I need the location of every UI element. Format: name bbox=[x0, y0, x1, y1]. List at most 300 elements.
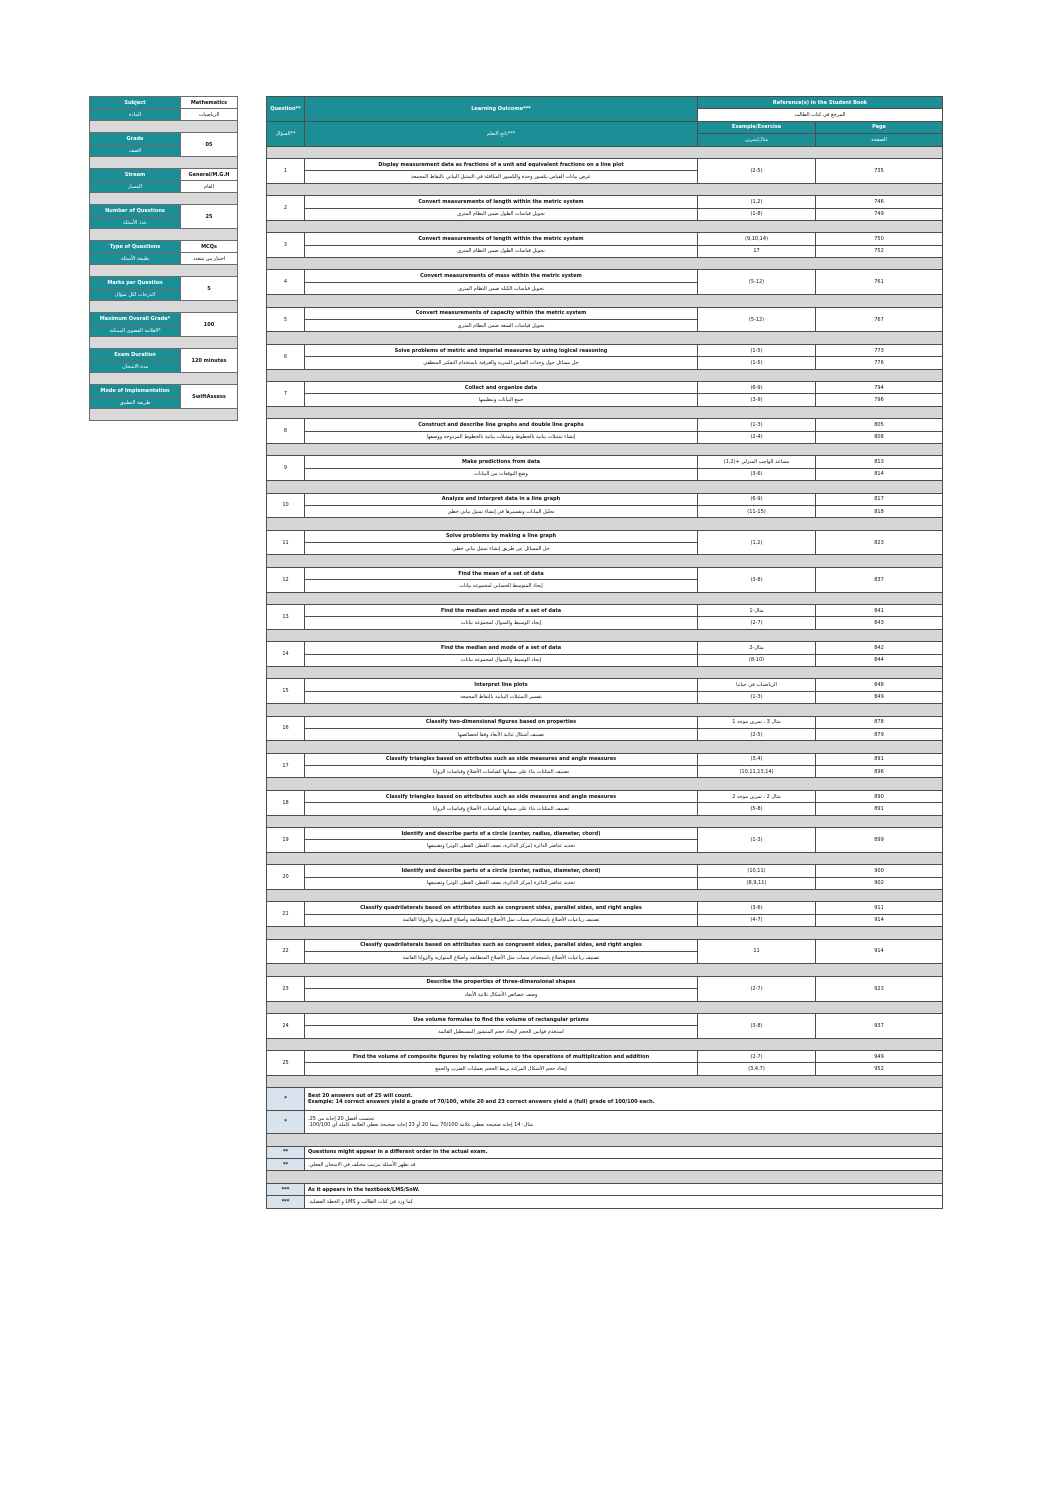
example-ref: الرياضيات في حياتنا bbox=[698, 679, 816, 691]
table-row bbox=[267, 1196, 943, 1208]
outcome-ar: تحويل قياسات الطول ضمن النظام المتري bbox=[305, 245, 698, 257]
separator-cell bbox=[90, 337, 238, 349]
outcome-ar: تفسير التمثيلات البيانية بالنقاط المجمعة bbox=[305, 691, 698, 703]
example-ref: (10,11,13,14) bbox=[698, 766, 816, 778]
page-ref: 849 bbox=[816, 691, 943, 703]
table-row bbox=[267, 976, 943, 988]
page-ref: 911 bbox=[816, 902, 943, 914]
note-text-ar bbox=[305, 1111, 943, 1134]
info-value: General/M.G.H bbox=[181, 169, 238, 181]
question-number: 20 bbox=[267, 865, 305, 890]
outcome-en: Solve problems by making a line graph bbox=[305, 530, 698, 542]
separator-cell bbox=[267, 964, 943, 976]
note-marker: *** bbox=[267, 1183, 305, 1195]
separator-cell bbox=[267, 927, 943, 939]
table-row bbox=[267, 914, 943, 926]
info-label: Number of Questions bbox=[90, 205, 181, 217]
separator-cell bbox=[267, 815, 943, 827]
table-row bbox=[90, 109, 238, 121]
example-ref: (2-7) bbox=[698, 976, 816, 1001]
outcome-ar: تحويل قياسات الطول ضمن النظام المتري bbox=[305, 208, 698, 220]
separator-cell bbox=[267, 666, 943, 678]
page-header: Page bbox=[816, 121, 943, 133]
page-ref: 914 bbox=[816, 939, 943, 964]
page-ref: 761 bbox=[816, 270, 943, 295]
question-number: 18 bbox=[267, 790, 305, 815]
separator-cell bbox=[267, 146, 943, 158]
info-value: 100 bbox=[181, 313, 238, 337]
outcome-en: Identify and describe parts of a circle (center, radius, diameter, chord) bbox=[305, 865, 698, 877]
separator-cell bbox=[267, 443, 943, 455]
info-value-ar: العام bbox=[181, 181, 238, 193]
separator-row bbox=[267, 369, 943, 381]
question-number: 14 bbox=[267, 642, 305, 667]
table-row bbox=[267, 939, 943, 951]
note-marker: *** bbox=[267, 1196, 305, 1208]
outcome-en: Find the median and mode of a set of data bbox=[305, 605, 698, 617]
outcome-en: Convert measurements of capacity within the metric system bbox=[305, 307, 698, 319]
info-label: Stream bbox=[90, 169, 181, 181]
table-row bbox=[267, 716, 943, 728]
info-value: 120 minutes bbox=[181, 349, 238, 373]
page-ref: 902 bbox=[816, 877, 943, 889]
note-marker: * bbox=[267, 1111, 305, 1134]
table-row bbox=[267, 208, 943, 220]
table-row bbox=[90, 349, 238, 361]
question-number: 22 bbox=[267, 939, 305, 964]
separator-row bbox=[267, 332, 943, 344]
info-label: Type of Questions bbox=[90, 241, 181, 253]
outcome-en: Identify and describe parts of a circle (center, radius, diameter, chord) bbox=[305, 828, 698, 840]
outcome-header: Learning Outcome*** bbox=[305, 97, 698, 122]
example-ref: (1-3) bbox=[698, 419, 816, 431]
example-ref: 17 bbox=[698, 245, 816, 257]
separator-cell bbox=[267, 481, 943, 493]
example-ref: (8,9,11) bbox=[698, 877, 816, 889]
separator-cell bbox=[267, 1001, 943, 1013]
separator-row bbox=[267, 1171, 943, 1183]
page-ref: 818 bbox=[816, 505, 943, 517]
note-line: Best 20 answers out of 25 will count. bbox=[308, 1093, 413, 1100]
separator-row bbox=[267, 146, 943, 158]
page-ref: 823 bbox=[816, 530, 943, 555]
question-number: 23 bbox=[267, 976, 305, 1001]
separator-row bbox=[267, 258, 943, 270]
note-text: Questions might appear in a different order in the actual exam. bbox=[305, 1146, 943, 1158]
question-number: 1 bbox=[267, 158, 305, 183]
outcome-ar: حل المسائل عن طريق إنشاء تمثيل بياني خطي bbox=[305, 543, 698, 555]
page-ref: 773 bbox=[816, 344, 943, 356]
separator-row bbox=[90, 409, 238, 421]
table-row bbox=[90, 133, 238, 145]
example-ref: (2-5) bbox=[698, 728, 816, 740]
page-ref: 749 bbox=[816, 208, 943, 220]
example-ref: (1-5) bbox=[698, 357, 816, 369]
separator-row bbox=[267, 852, 943, 864]
example-ref: (2-5) bbox=[698, 158, 816, 183]
separator-cell bbox=[267, 852, 943, 864]
question-number: 25 bbox=[267, 1051, 305, 1076]
note-line: تحتسب أفضل 20 إجابة من 25. bbox=[308, 1116, 375, 1123]
separator-row bbox=[267, 555, 943, 567]
separator-row bbox=[267, 629, 943, 641]
info-label: Mode of Implementation bbox=[90, 385, 181, 397]
info-label-ar: المسار bbox=[90, 181, 181, 193]
question-number: 3 bbox=[267, 233, 305, 258]
example-ref: (1-8) bbox=[698, 208, 816, 220]
table-row bbox=[267, 728, 943, 740]
page-ref: 776 bbox=[816, 357, 943, 369]
page-ref: 896 bbox=[816, 766, 943, 778]
separator-row bbox=[267, 815, 943, 827]
page-ref: 750 bbox=[816, 233, 943, 245]
outcome-en: Describe the properties of three-dimensional shapes bbox=[305, 976, 698, 988]
table-row bbox=[90, 169, 238, 181]
info-label: Marks per Question bbox=[90, 277, 181, 289]
example-ref: (11-15) bbox=[698, 505, 816, 517]
outcome-ar: استخدم قوانين الحجم لإيجاد حجم المنشور المستطيل القائمة bbox=[305, 1026, 698, 1038]
table-row bbox=[267, 1183, 943, 1195]
table-row bbox=[267, 877, 943, 889]
example-ref: (5-12) bbox=[698, 270, 816, 295]
info-label: Grade bbox=[90, 133, 181, 145]
outcome-en: Use volume formulas to find the volume of rectangular prisms bbox=[305, 1013, 698, 1025]
separator-cell bbox=[267, 1038, 943, 1050]
table-row bbox=[267, 419, 943, 431]
outcome-en: Classify quadrilaterals based on attributes such as congruent sides, parallel sides, and right angles bbox=[305, 939, 698, 951]
outcome-ar: جمع البيانات وتنظيمها bbox=[305, 394, 698, 406]
separator-cell bbox=[267, 704, 943, 716]
example-ref: مثال-1 bbox=[698, 605, 816, 617]
table-row bbox=[267, 493, 943, 505]
example-ref: 11 bbox=[698, 939, 816, 964]
page-ref: 949 bbox=[816, 1051, 943, 1063]
table-row bbox=[267, 394, 943, 406]
info-label: Maximum Overall Grade* bbox=[90, 313, 181, 325]
example-ref: (3,4,7) bbox=[698, 1063, 816, 1075]
separator-cell bbox=[267, 258, 943, 270]
page-ref: 752 bbox=[816, 245, 943, 257]
example-ref: (5-12) bbox=[698, 307, 816, 332]
outcome-ar: تحويل قياسات السعة ضمن النظام المتري bbox=[305, 320, 698, 332]
table-row bbox=[267, 803, 943, 815]
separator-cell bbox=[267, 890, 943, 902]
example-ref: (2-7) bbox=[698, 1051, 816, 1063]
separator-cell bbox=[90, 409, 238, 421]
separator-cell bbox=[267, 406, 943, 418]
example-ref: (3-9) bbox=[698, 394, 816, 406]
separator-row bbox=[267, 666, 943, 678]
example-ref: مثال 2 ، تمرين موجه 2 bbox=[698, 790, 816, 802]
separator-row bbox=[267, 927, 943, 939]
info-label-ar: الدرجات لكل سؤال bbox=[90, 289, 181, 301]
separator-cell bbox=[90, 229, 238, 241]
separator-cell bbox=[267, 592, 943, 604]
table-row bbox=[90, 205, 238, 217]
separator-row bbox=[267, 220, 943, 232]
question-number: 12 bbox=[267, 567, 305, 592]
outcome-ar: تحديد عناصر الدائرة (مركز الدائرة، نصف القطر، القطر، الوتر) وتصنيفها bbox=[305, 877, 698, 889]
separator-row bbox=[90, 301, 238, 313]
example-ref: (1,2) bbox=[698, 196, 816, 208]
table-row bbox=[90, 277, 238, 289]
question-number: 5 bbox=[267, 307, 305, 332]
table-row bbox=[267, 357, 943, 369]
outcome-ar: تحليل البيانات وتفسيرها في إنشاء تمثيل بياني خطي bbox=[305, 505, 698, 517]
separator-row bbox=[90, 193, 238, 205]
page-ref: 891 bbox=[816, 803, 943, 815]
separator-cell bbox=[267, 1171, 943, 1183]
info-label: Subject bbox=[90, 97, 181, 109]
note-line: Example: 14 correct answers yield a grade of 70/100, while 20 and 23 correct answers yield a (full) grade of 100/100 each. bbox=[308, 1099, 655, 1106]
info-label-ar: الصف bbox=[90, 145, 181, 157]
example-ref: (3-6) bbox=[698, 902, 816, 914]
separator-row bbox=[267, 890, 943, 902]
outcome-en: Classify triangles based on attributes such as side measures and angle measures bbox=[305, 753, 698, 765]
example-ref: (4-7) bbox=[698, 914, 816, 926]
info-label-ar: طبيعة الأسئلة bbox=[90, 253, 181, 265]
outcome-en: Construct and describe line graphs and double line graphs bbox=[305, 419, 698, 431]
question-number: 2 bbox=[267, 196, 305, 221]
separator-row bbox=[90, 229, 238, 241]
note-marker: * bbox=[267, 1088, 305, 1111]
separator-row bbox=[267, 295, 943, 307]
separator-cell bbox=[267, 518, 943, 530]
example-ref: (3-8) bbox=[698, 567, 816, 592]
separator-cell bbox=[267, 220, 943, 232]
info-value: MCQs bbox=[181, 241, 238, 253]
separator-cell bbox=[90, 265, 238, 277]
question-number: 15 bbox=[267, 679, 305, 704]
outcome-en: Find the volume of composite figures by relating volume to the operations of multiplication and addition bbox=[305, 1051, 698, 1063]
table-row bbox=[267, 691, 943, 703]
table-row bbox=[267, 567, 943, 579]
question-number: 19 bbox=[267, 828, 305, 853]
separator-cell bbox=[90, 301, 238, 313]
table-row bbox=[267, 679, 943, 691]
note-text bbox=[305, 1088, 943, 1111]
separator-cell bbox=[267, 741, 943, 753]
separator-cell bbox=[267, 332, 943, 344]
table-row bbox=[90, 313, 238, 325]
table-row bbox=[267, 1063, 943, 1075]
separator-row bbox=[267, 183, 943, 195]
question-header-ar: السؤال** bbox=[267, 121, 305, 146]
table-row bbox=[267, 158, 943, 170]
example-ref: مثال-2 bbox=[698, 642, 816, 654]
table-row bbox=[267, 828, 943, 840]
example-ref: (6-9) bbox=[698, 381, 816, 393]
table-row bbox=[267, 605, 943, 617]
outcome-ar: تصنيف المثلثات بناء على سماتها كقياسات الأضلاع وقياسات الزوايا bbox=[305, 803, 698, 815]
table-row bbox=[267, 1111, 943, 1134]
info-label-ar: مدة الامتحان bbox=[90, 361, 181, 373]
info-label-ar: عدد الأسئلة bbox=[90, 217, 181, 229]
table-row bbox=[267, 617, 943, 629]
outcome-en: Make predictions from data bbox=[305, 456, 698, 468]
page-ref: 890 bbox=[816, 790, 943, 802]
outcome-ar: تصنيف المثلثات بناء على سماتها كقياسات الأضلاع وقياسات الزوايا bbox=[305, 766, 698, 778]
info-value: 25 bbox=[181, 205, 238, 229]
example-ref: (9,10,14) bbox=[698, 233, 816, 245]
question-number: 24 bbox=[267, 1013, 305, 1038]
outcome-en: Solve problems of metric and imperial measures by using logical reasoning bbox=[305, 344, 698, 356]
outcome-en: Classify quadrilaterals based on attributes such as congruent sides, parallel sides, and right angles bbox=[305, 902, 698, 914]
separator-row bbox=[90, 265, 238, 277]
page-ref: 848 bbox=[816, 679, 943, 691]
outcome-en: Display measurement data as fractions of a unit and equivalent fractions on a line plot bbox=[305, 158, 698, 170]
example-ref: مساعد الواجب المنزلي +(1,2) bbox=[698, 456, 816, 468]
table-row bbox=[267, 865, 943, 877]
note-text-ar: كما ورد في كتاب الطالب و LMS و الخطة الفصلية. bbox=[305, 1196, 943, 1208]
outcome-ar: عرض بيانات القياس بكسور وحدة والكسور المكافئة في التمثيل البياني بالنقاط المجمعة bbox=[305, 171, 698, 183]
learning-outcomes-table bbox=[266, 96, 943, 1209]
table-row bbox=[267, 766, 943, 778]
separator-cell bbox=[267, 1134, 943, 1146]
info-label-ar: العلامة القصوى الممكنة* bbox=[90, 325, 181, 337]
note-text-ar: قد تظهر الأسئلة بترتيب مختلف في الامتحان الفعلي. bbox=[305, 1159, 943, 1171]
separator-row bbox=[267, 1134, 943, 1146]
question-number: 17 bbox=[267, 753, 305, 778]
separator-row bbox=[90, 373, 238, 385]
page-ref: 843 bbox=[816, 617, 943, 629]
outcome-ar: حل مسائل حول وحدات القياس المترية والعرفية باستخدام التفكير المنطقي bbox=[305, 357, 698, 369]
note-marker: ** bbox=[267, 1159, 305, 1171]
outcome-ar: إيجاد حجم الأشكال المركبة بربط الحجم بعمليات الضرب والجمع bbox=[305, 1063, 698, 1075]
table-row bbox=[267, 307, 943, 319]
separator-row bbox=[90, 157, 238, 169]
outcome-en: Convert measurements of length within the metric system bbox=[305, 196, 698, 208]
page-ref: 808 bbox=[816, 431, 943, 443]
separator-row bbox=[267, 1075, 943, 1087]
page-ref: 900 bbox=[816, 865, 943, 877]
page-ref: 914 bbox=[816, 914, 943, 926]
question-header: Question** bbox=[267, 97, 305, 122]
page-ref: 735 bbox=[816, 158, 943, 183]
info-value: 5 bbox=[181, 277, 238, 301]
example-ref: (2-7) bbox=[698, 617, 816, 629]
table-row bbox=[267, 1051, 943, 1063]
separator-cell bbox=[267, 1075, 943, 1087]
info-label: Exam Duration bbox=[90, 349, 181, 361]
separator-row bbox=[267, 1001, 943, 1013]
reference-header-ar: المرجع في كتاب الطالب bbox=[698, 109, 943, 121]
table-row bbox=[267, 790, 943, 802]
question-number: 11 bbox=[267, 530, 305, 555]
example-ref: (6-9) bbox=[698, 493, 816, 505]
table-row bbox=[267, 1088, 943, 1111]
page-ref: 805 bbox=[816, 419, 943, 431]
example-ref: (2-4) bbox=[698, 431, 816, 443]
outcome-en: Classify triangles based on attributes such as side measures and angle measures bbox=[305, 790, 698, 802]
outcome-header-ar: ناتج التعلم*** bbox=[305, 121, 698, 146]
table-row bbox=[267, 902, 943, 914]
separator-cell bbox=[90, 193, 238, 205]
table-row bbox=[267, 654, 943, 666]
page-ref: 767 bbox=[816, 307, 943, 332]
example-ref: (1-3) bbox=[698, 691, 816, 703]
separator-cell bbox=[90, 157, 238, 169]
outcome-ar: إيجاد الوسيط والمنوال لمجموعة بيانات bbox=[305, 654, 698, 666]
separator-row bbox=[267, 518, 943, 530]
outcome-ar: تصنيف رباعيات الأضلاع باستخدام سمات مثل الأضلاع المتطابقة وأضلاع المتوازية والزوايا القائمة bbox=[305, 914, 698, 926]
outcome-ar: وصف خصائص الأشكال ثلاثية الأبعاد bbox=[305, 989, 698, 1001]
page-ref: 794 bbox=[816, 381, 943, 393]
table-row bbox=[267, 1013, 943, 1025]
separator-row bbox=[267, 443, 943, 455]
note-marker: ** bbox=[267, 1146, 305, 1158]
table-row bbox=[90, 97, 238, 109]
separator-row bbox=[267, 778, 943, 790]
info-value-ar: اختيار من متعدد bbox=[181, 253, 238, 265]
info-value: Mathematics bbox=[181, 97, 238, 109]
example-ref: (1-3) bbox=[698, 828, 816, 853]
question-number: 16 bbox=[267, 716, 305, 741]
separator-cell bbox=[90, 373, 238, 385]
page-ref: 746 bbox=[816, 196, 943, 208]
page-header-ar: الصفحة bbox=[816, 134, 943, 146]
page-ref: 842 bbox=[816, 642, 943, 654]
separator-cell bbox=[267, 369, 943, 381]
table-row bbox=[90, 385, 238, 397]
example-ref: (1-5) bbox=[698, 344, 816, 356]
page-ref: 879 bbox=[816, 728, 943, 740]
example-header-ar: مثال/تمرين bbox=[698, 134, 816, 146]
question-number: 10 bbox=[267, 493, 305, 518]
table-row bbox=[267, 381, 943, 393]
outcome-ar: إيجاد المتوسط الحسابي لمجموعة بيانات bbox=[305, 580, 698, 592]
table-row bbox=[90, 241, 238, 253]
separator-row bbox=[267, 592, 943, 604]
page-ref: 813 bbox=[816, 456, 943, 468]
table-row bbox=[267, 505, 943, 517]
page-ref: 923 bbox=[816, 976, 943, 1001]
table-row bbox=[90, 253, 238, 265]
example-ref: (5-8) bbox=[698, 803, 816, 815]
outcome-en: Find the mean of a set of data bbox=[305, 567, 698, 579]
page-ref: 837 bbox=[816, 567, 943, 592]
separator-cell bbox=[267, 555, 943, 567]
example-ref: (3-6) bbox=[698, 468, 816, 480]
table-row bbox=[90, 181, 238, 193]
page-ref: 814 bbox=[816, 468, 943, 480]
exam-info-table bbox=[89, 96, 238, 421]
separator-row bbox=[267, 741, 943, 753]
outcome-en: Find the median and mode of a set of data bbox=[305, 642, 698, 654]
page-ref: 952 bbox=[816, 1063, 943, 1075]
page-ref: 817 bbox=[816, 493, 943, 505]
separator-row bbox=[267, 1038, 943, 1050]
example-ref: (1,2) bbox=[698, 530, 816, 555]
note-line: مثال: 14 إجابة صحيحة تعطي علامة 70/100 بينما 20 أو 23 إجابة صحيحة تعطي العلامة كاملة أي 100/100. bbox=[308, 1122, 534, 1129]
table-row bbox=[267, 642, 943, 654]
outcome-ar: تصنيف رباعيات الأضلاع باستخدام سمات مثل الأضلاع المتطابقة وأضلاع المتوازية والزوايا القائمة bbox=[305, 951, 698, 963]
table-row bbox=[267, 196, 943, 208]
table-row bbox=[267, 753, 943, 765]
separator-row bbox=[267, 406, 943, 418]
table-row bbox=[267, 1159, 943, 1171]
table-row bbox=[267, 431, 943, 443]
question-number: 13 bbox=[267, 605, 305, 630]
example-ref: (3-8) bbox=[698, 1013, 816, 1038]
outcome-ar: تصنيف أشكال ثنائية الأبعاد وفقا لخصائصها bbox=[305, 728, 698, 740]
example-header: Example/Exercise bbox=[698, 121, 816, 133]
example-ref: (3,4) bbox=[698, 753, 816, 765]
table-row bbox=[267, 270, 943, 282]
question-number: 8 bbox=[267, 419, 305, 444]
page-ref: 899 bbox=[816, 828, 943, 853]
table-row bbox=[267, 233, 943, 245]
